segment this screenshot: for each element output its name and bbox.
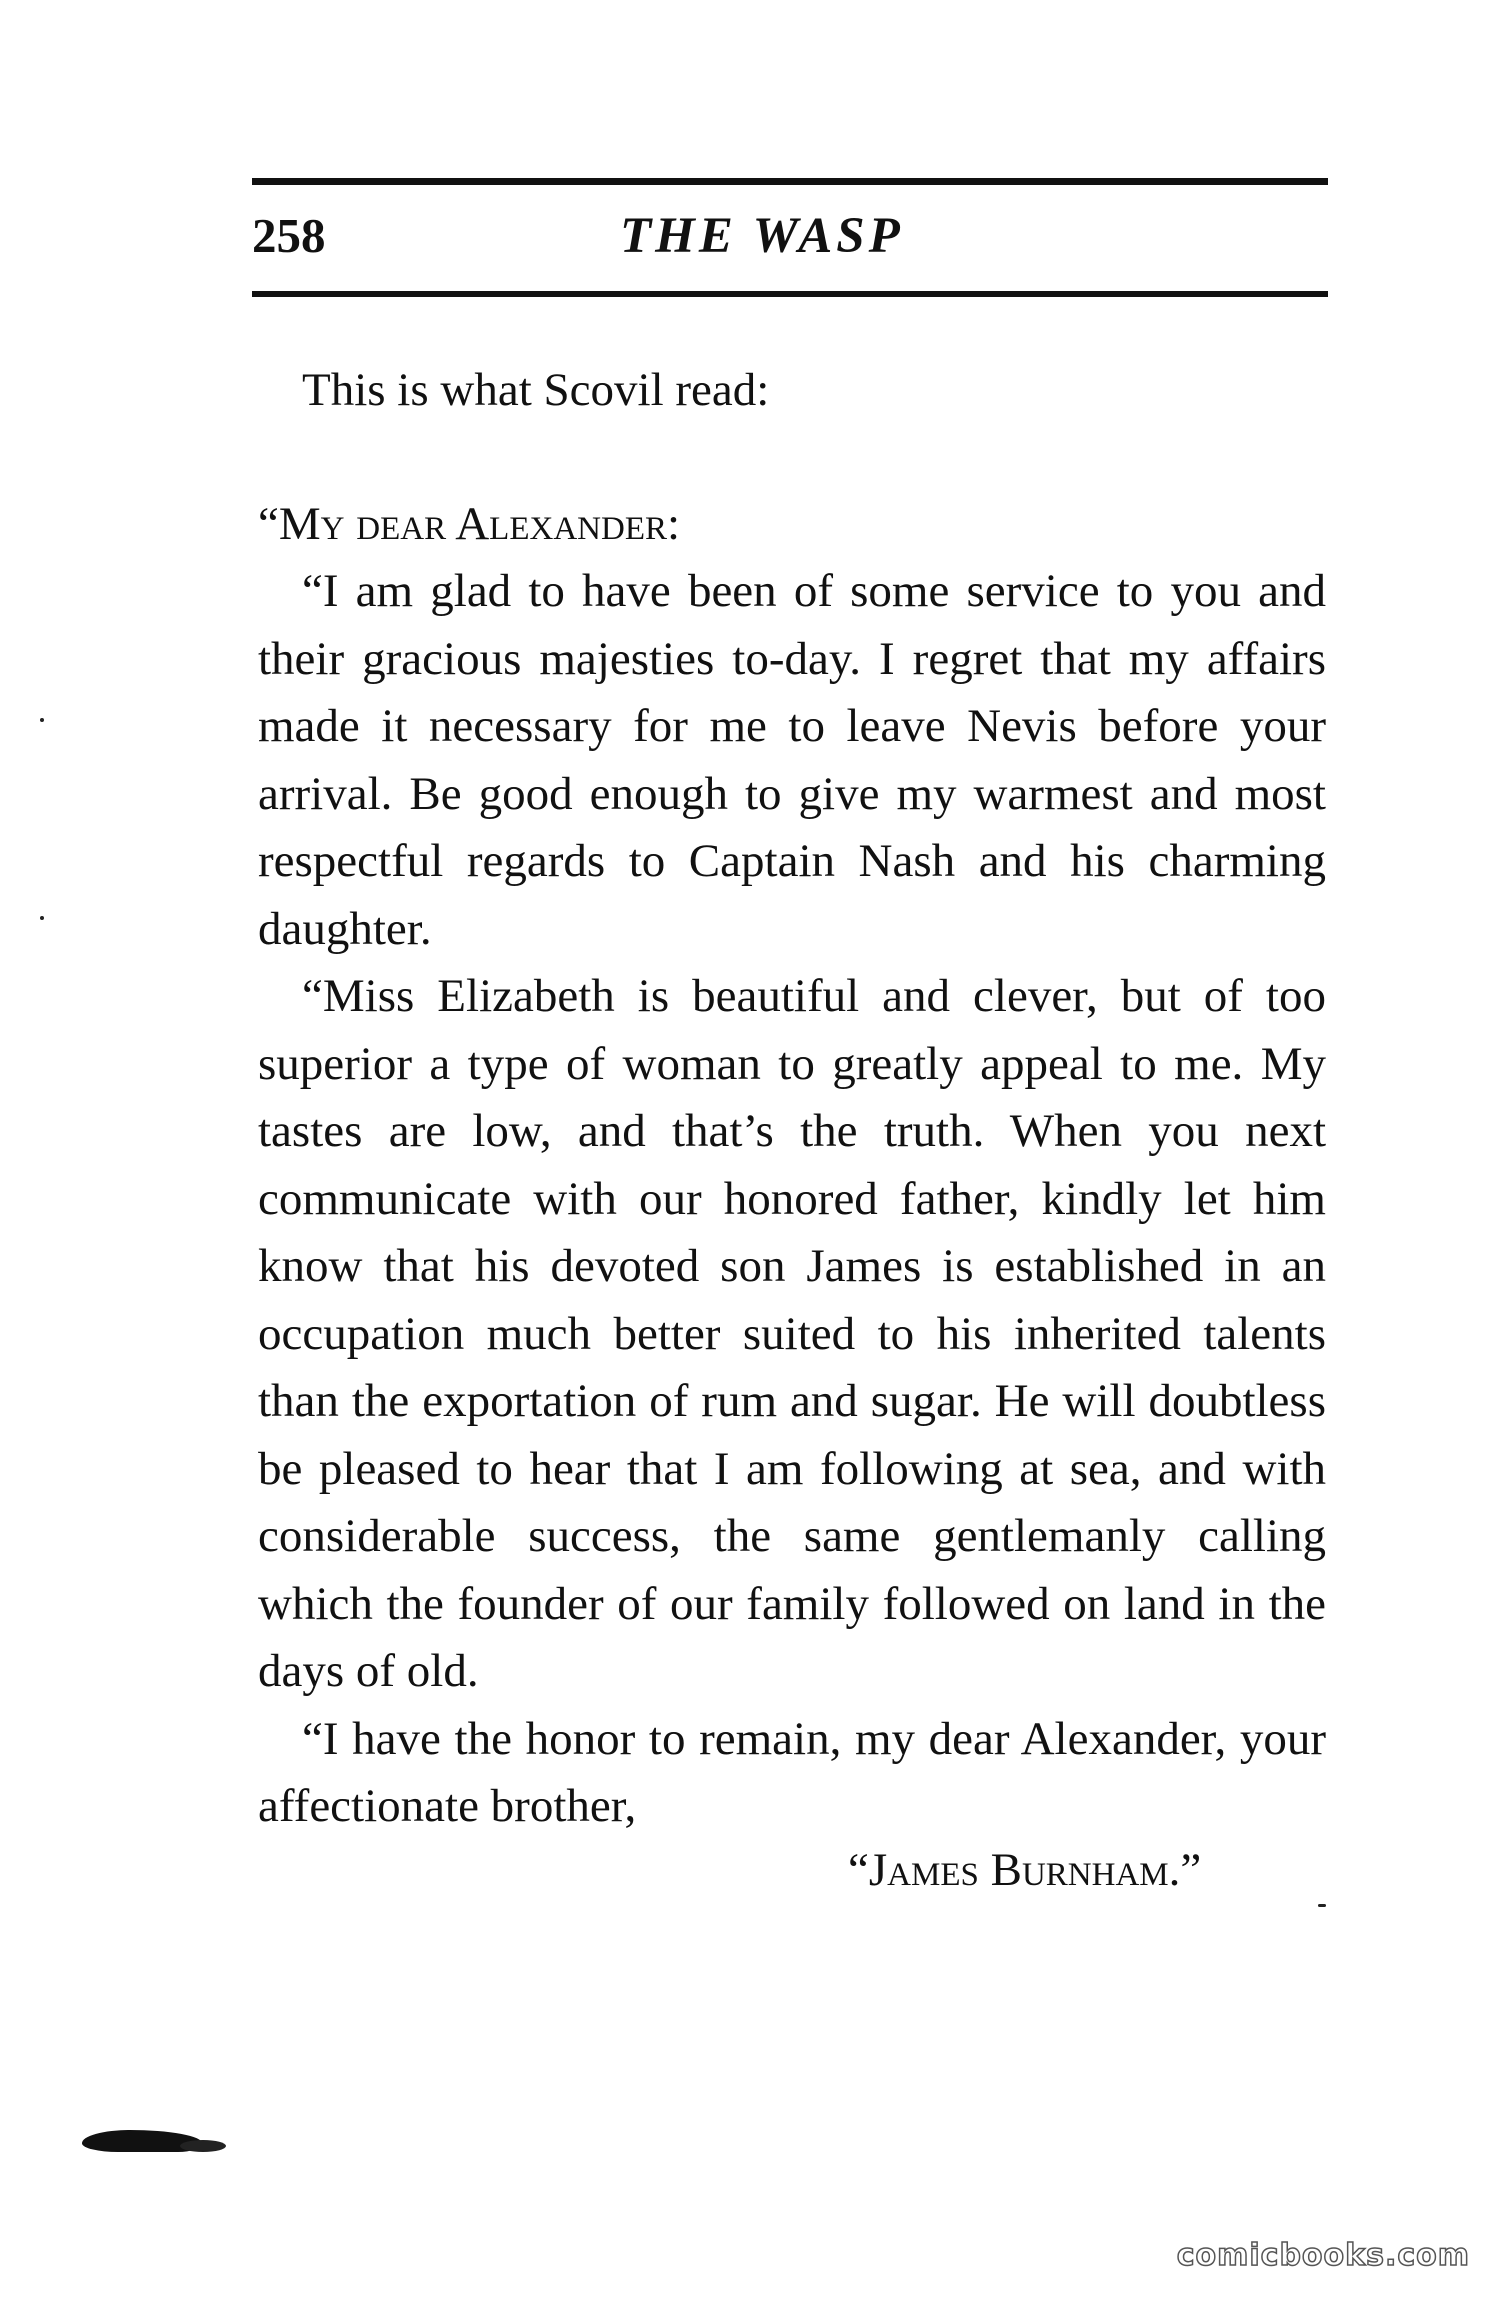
salutation-colon: : (667, 498, 681, 550)
letter-salutation (258, 490, 680, 558)
signature-open-quote: “ (848, 1844, 869, 1896)
page-number: 258 (252, 208, 326, 263)
letter-signature (848, 1836, 1201, 1904)
letter-body (258, 558, 1326, 1841)
scan-speck (40, 916, 44, 920)
header-rule-bottom (252, 291, 1328, 297)
intro-line: This is what Scovil read: (302, 364, 770, 416)
letter-paragraph: “I have the honor to remain, my dear Alexander, your affectionate brother, (258, 1712, 1326, 1832)
watermark-text: comicbooks.com (1176, 2238, 1470, 2273)
signature-name: James Burnham (868, 1844, 1169, 1896)
salutation-open-quote: “ (258, 498, 279, 550)
letter-paragraph: “I am glad to have been of some service to you and their gracious majesties to-day. I regret that my affairs made it necessary for me to leave Nevis before your arrival. Be good enough to give my warmest and most respectful regards to Captain Nash and his charming daughter. (258, 565, 1326, 955)
salutation-name: My dear Alexander (278, 498, 667, 550)
scan-speck (40, 718, 44, 722)
running-title: THE WASP (620, 208, 904, 264)
header-rule-top (252, 178, 1328, 185)
ink-blot-mark (180, 2140, 226, 2152)
scan-speck (1318, 1904, 1326, 1907)
signature-close: .” (1168, 1844, 1202, 1896)
letter-paragraph: “Miss Elizabeth is beautiful and clever, but of too superior a type of woman to greatly appeal to me. My tastes are low, and that’s the truth. When you next communicate with our honored father, kindly let him know that his devoted son James is established in an occupation much better suited to his inherited talents than the exportation of rum and sugar. He will doubtless be pleased to hear that I am following at sea, and with considerable success, the same gentlemanly calling which the founder of our family followed on land in the days of old. (258, 970, 1326, 1697)
